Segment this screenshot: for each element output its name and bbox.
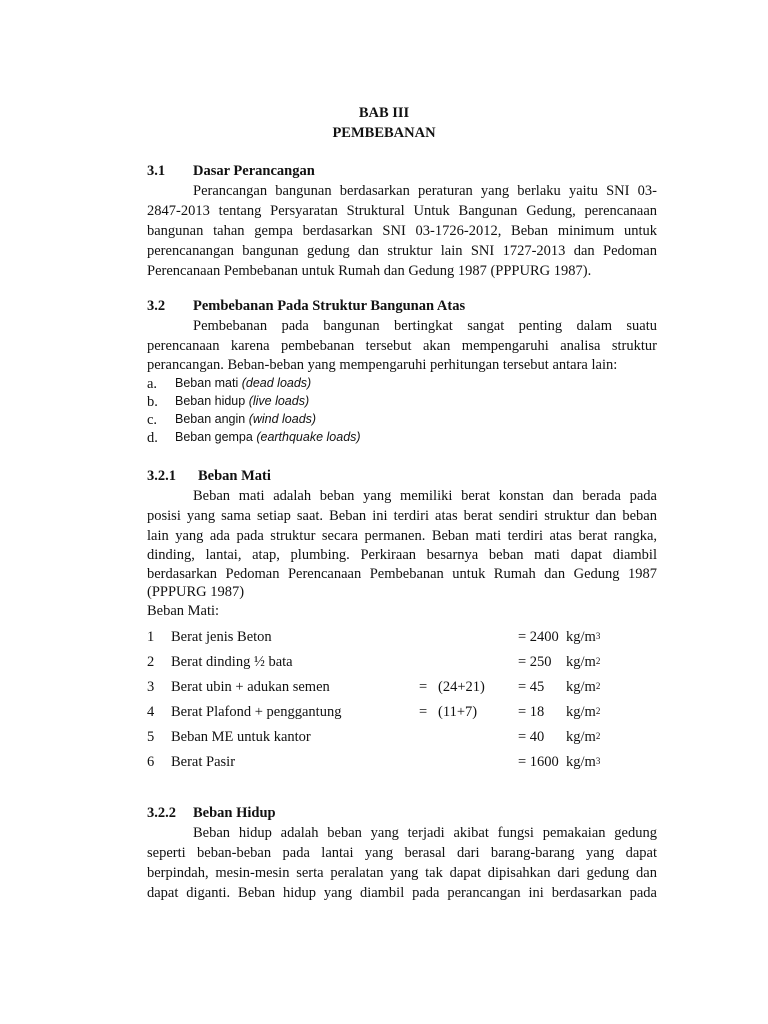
paragraph-line: 2847-2013 tentang Persyaratan Struktural Untuk Bangunan Gedung, perencanaan: [147, 203, 657, 219]
section-title: Dasar Perancangan: [193, 163, 315, 179]
unit-exponent: 3: [595, 756, 601, 766]
row-value: = 40: [518, 729, 545, 745]
paragraph-line: berdasarkan Pedoman Perencanaan Pembebanan untuk Rumah dan Gedung 1987: [147, 566, 657, 582]
paragraph-line: perencanaan karena pembebanan tersebut akan mempengaruhi analisa struktur: [147, 338, 657, 354]
section-number: 3.2.1: [147, 468, 176, 484]
paragraph-line: Perencanaan Pembebanan untuk Rumah dan Gedung 1987 (PPPURG 1987).: [147, 263, 592, 279]
list-marker: c.: [147, 412, 158, 428]
row-unit: [566, 680, 600, 695]
row-unit: [566, 655, 600, 670]
row-number: 3: [147, 679, 155, 695]
list-item: [175, 413, 316, 426]
chapter-title: PEMBEBANAN: [332, 125, 436, 141]
paragraph-line: (PPPURG 1987): [147, 584, 245, 600]
list-marker: d.: [147, 430, 158, 446]
unit-base: kg/m: [566, 654, 596, 670]
paragraph-line: seperti beban-beban pada lantai yang berasal dari barang-barang yang dapat: [147, 845, 657, 861]
list-note: (live loads): [248, 394, 310, 408]
row-calc: = (11+7): [419, 704, 478, 720]
paragraph-line: bangunan tahan gempa berdasarkan SNI 03-1726-2012, Beban minimum untuk: [147, 223, 657, 239]
unit-exponent: 2: [595, 681, 601, 691]
table-title: Beban Mati:: [147, 603, 220, 619]
section-title: Beban Hidup: [193, 805, 276, 821]
row-value: = 1600: [518, 754, 559, 770]
row-value: = 250: [518, 654, 552, 670]
row-number: 5: [147, 729, 155, 745]
unit-base: kg/m: [566, 754, 596, 770]
row-value: = 2400: [518, 629, 559, 645]
row-number: 4: [147, 704, 155, 720]
unit-base: kg/m: [566, 704, 596, 720]
unit-exponent: 3: [595, 631, 601, 641]
unit-exponent: 2: [595, 706, 601, 716]
list-label: Beban gempa: [175, 430, 253, 444]
row-item: Berat Plafond + penggantung: [171, 704, 342, 720]
unit-base: kg/m: [566, 679, 596, 695]
list-label: Beban angin: [175, 412, 246, 426]
section-number: 3.2.2: [147, 805, 176, 821]
unit-exponent: 2: [595, 656, 601, 666]
list-note: (dead loads): [241, 376, 312, 390]
row-number: 2: [147, 654, 155, 670]
section-number: 3.1: [147, 163, 166, 179]
row-unit: [566, 705, 600, 720]
paragraph-line: Beban hidup adalah beban yang terjadi akibat fungsi pemakaian gedung: [193, 825, 657, 841]
row-item: Berat dinding ½ bata: [171, 654, 293, 670]
list-label: Beban hidup: [175, 394, 246, 408]
list-item: [175, 377, 311, 390]
paragraph-line: Perancangan bangunan berdasarkan peraturan yang berlaku yaitu SNI 03-: [193, 183, 657, 199]
list-note: (earthquake loads): [256, 430, 361, 444]
row-item: Berat jenis Beton: [171, 629, 272, 645]
row-item: Berat ubin + adukan semen: [171, 679, 330, 695]
list-item: [175, 395, 309, 408]
paragraph-line: Beban mati adalah beban yang memiliki berat konstan dan berada pada: [193, 488, 657, 504]
paragraph-line: Pembebanan pada bangunan bertingkat sangat penting dalam suatu: [193, 318, 657, 334]
paragraph-line: lain yang ada pada struktur secara permanen. Beban mati terdiri atas berat rangka,: [147, 528, 657, 544]
row-number: 6: [147, 754, 155, 770]
row-unit: [566, 630, 600, 645]
row-item: Berat Pasir: [171, 754, 236, 770]
list-marker: b.: [147, 394, 158, 410]
list-marker: a.: [147, 376, 158, 392]
list-label: Beban mati: [175, 376, 239, 390]
list-item: [175, 431, 361, 444]
section-number: 3.2: [147, 298, 166, 314]
section-title: Pembebanan Pada Struktur Bangunan Atas: [193, 298, 466, 314]
paragraph-line: dapat diganti. Beban hidup yang diambil pada perancangan ini berdasarkan pada: [147, 885, 657, 901]
row-calc: = (24+21): [419, 679, 485, 695]
unit-base: kg/m: [566, 629, 596, 645]
section-title: Beban Mati: [198, 468, 271, 484]
unit-exponent: 2: [595, 731, 601, 741]
paragraph-line: dinding, lantai, atap, plumbing. Perkiraan besarnya beban mati dapat diambil: [147, 547, 657, 563]
unit-base: kg/m: [566, 729, 596, 745]
paragraph-line: perancangan. Beban-beban yang mempengaruhi perhitungan tersebut antara lain:: [147, 357, 618, 373]
list-note: (wind loads): [248, 412, 317, 426]
paragraph-line: berpindah, mesin-mesin serta peralatan yang tak dapat dipisahkan dari gedung dan: [147, 865, 657, 881]
paragraph-line: perencanangan bangunan gedung dan struktur lain SNI 1727-2013 dan Pedoman: [147, 243, 657, 259]
paragraph-line: posisi yang sama setiap saat. Beban ini terdiri atas berat sendiri struktur dan beban: [147, 508, 657, 524]
row-number: 1: [147, 629, 155, 645]
row-value: = 45: [518, 679, 545, 695]
row-value: = 18: [518, 704, 545, 720]
row-unit: [566, 730, 600, 745]
row-item: Beban ME untuk kantor: [171, 729, 311, 745]
chapter-label: BAB III: [358, 105, 410, 121]
row-unit: [566, 755, 600, 770]
